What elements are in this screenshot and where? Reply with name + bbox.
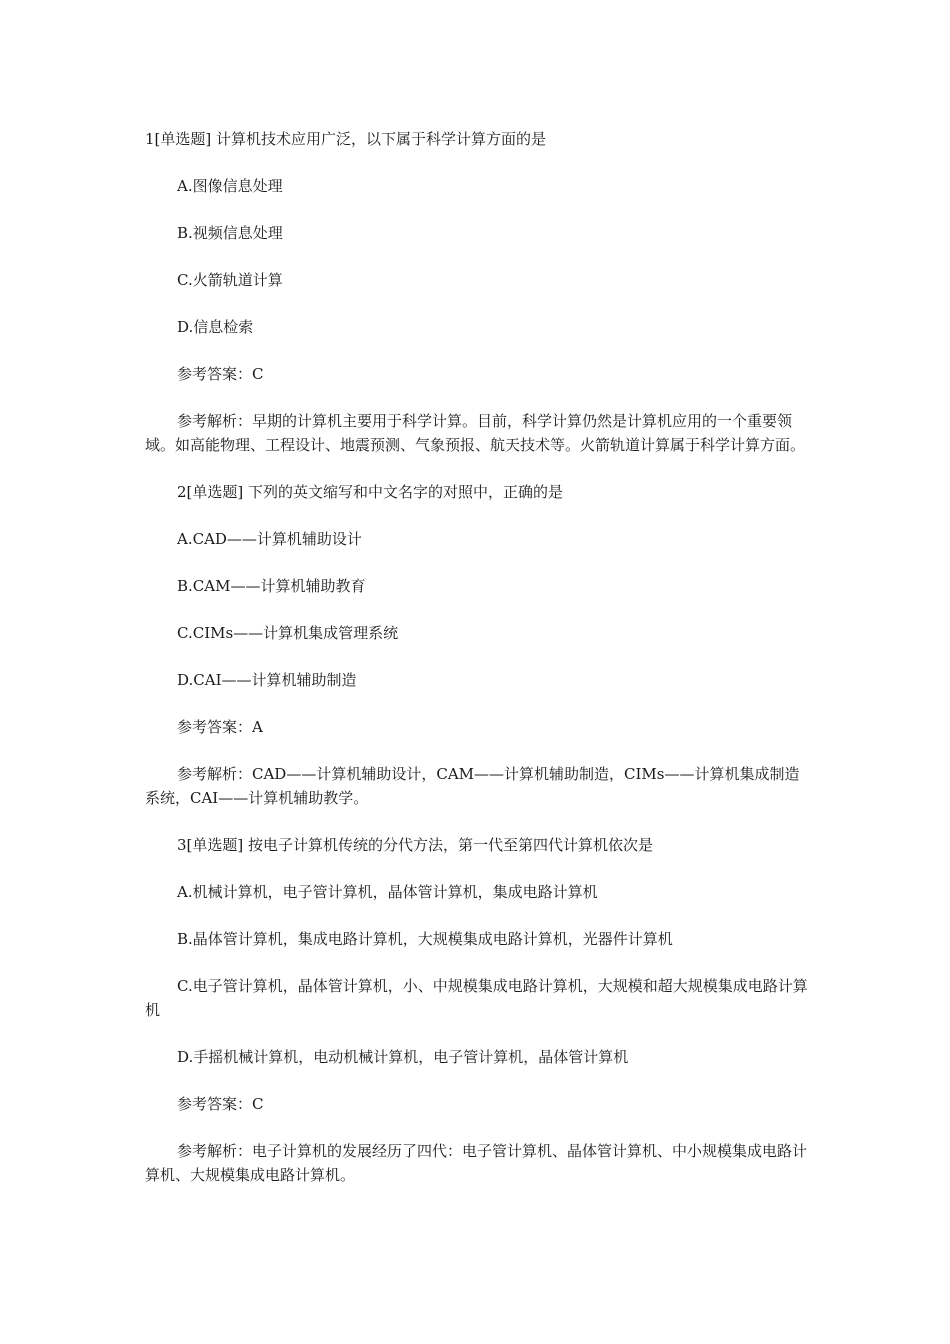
question-1-option-a: A.图像信息处理 <box>177 177 283 195</box>
question-2-analysis: 参考解析：CAD——计算机辅助设计，CAM——计算机辅助制造，CIMs——计算机集成制造系统，CAI——计算机辅助教学。 <box>145 765 800 807</box>
question-2-option-a: A.CAD——计算机辅助设计 <box>177 530 362 548</box>
question-1-option-b: B.视频信息处理 <box>177 224 283 242</box>
question-3-stem: 3[单选题] 按电子计算机传统的分代方法，第一代至第四代计算机依次是 <box>177 836 654 854</box>
question-3-option-d: D.手摇机械计算机，电动机械计算机，电子管计算机，晶体管计算机 <box>177 1048 629 1066</box>
question-2-answer: 参考答案：A <box>177 718 263 736</box>
question-1-analysis: 参考解析：早期的计算机主要用于科学计算。目前，科学计算仍然是计算机应用的一个重要领域。如高能物理、工程设计、地震预测、气象预报、航天技术等。火箭轨道计算属于科学计算方面。 <box>145 412 806 454</box>
question-1-option-d: D.信息检索 <box>177 318 254 336</box>
question-3-option-c: C.电子管计算机，晶体管计算机，小、中规模集成电路计算机，大规模和超大规模集成电路计算机 <box>145 977 808 1019</box>
question-2-option-b: B.CAM——计算机辅助教育 <box>177 577 366 595</box>
question-2-option-c: C.CIMs——计算机集成管理系统 <box>177 624 399 642</box>
question-1-option-c: C.火箭轨道计算 <box>177 271 283 289</box>
question-3-option-a: A.机械计算机，电子管计算机，晶体管计算机，集成电路计算机 <box>177 883 598 901</box>
question-3-answer: 参考答案：C <box>177 1095 264 1113</box>
question-3-option-b: B.晶体管计算机，集成电路计算机，大规模集成电路计算机，光器件计算机 <box>177 930 673 948</box>
document-body <box>145 120 810 1187</box>
question-2-stem: 2[单选题] 下列的英文缩写和中文名字的对照中，正确的是 <box>177 483 564 501</box>
question-3-analysis: 参考解析：电子计算机的发展经历了四代：电子管计算机、晶体管计算机、中小规模集成电路计算机、大规模集成电路计算机。 <box>145 1142 808 1184</box>
question-1-answer: 参考答案：C <box>177 365 264 383</box>
question-1-stem: 1[单选题] 计算机技术应用广泛，以下属于科学计算方面的是 <box>145 130 547 148</box>
question-2-option-d: D.CAI——计算机辅助制造 <box>177 671 357 689</box>
